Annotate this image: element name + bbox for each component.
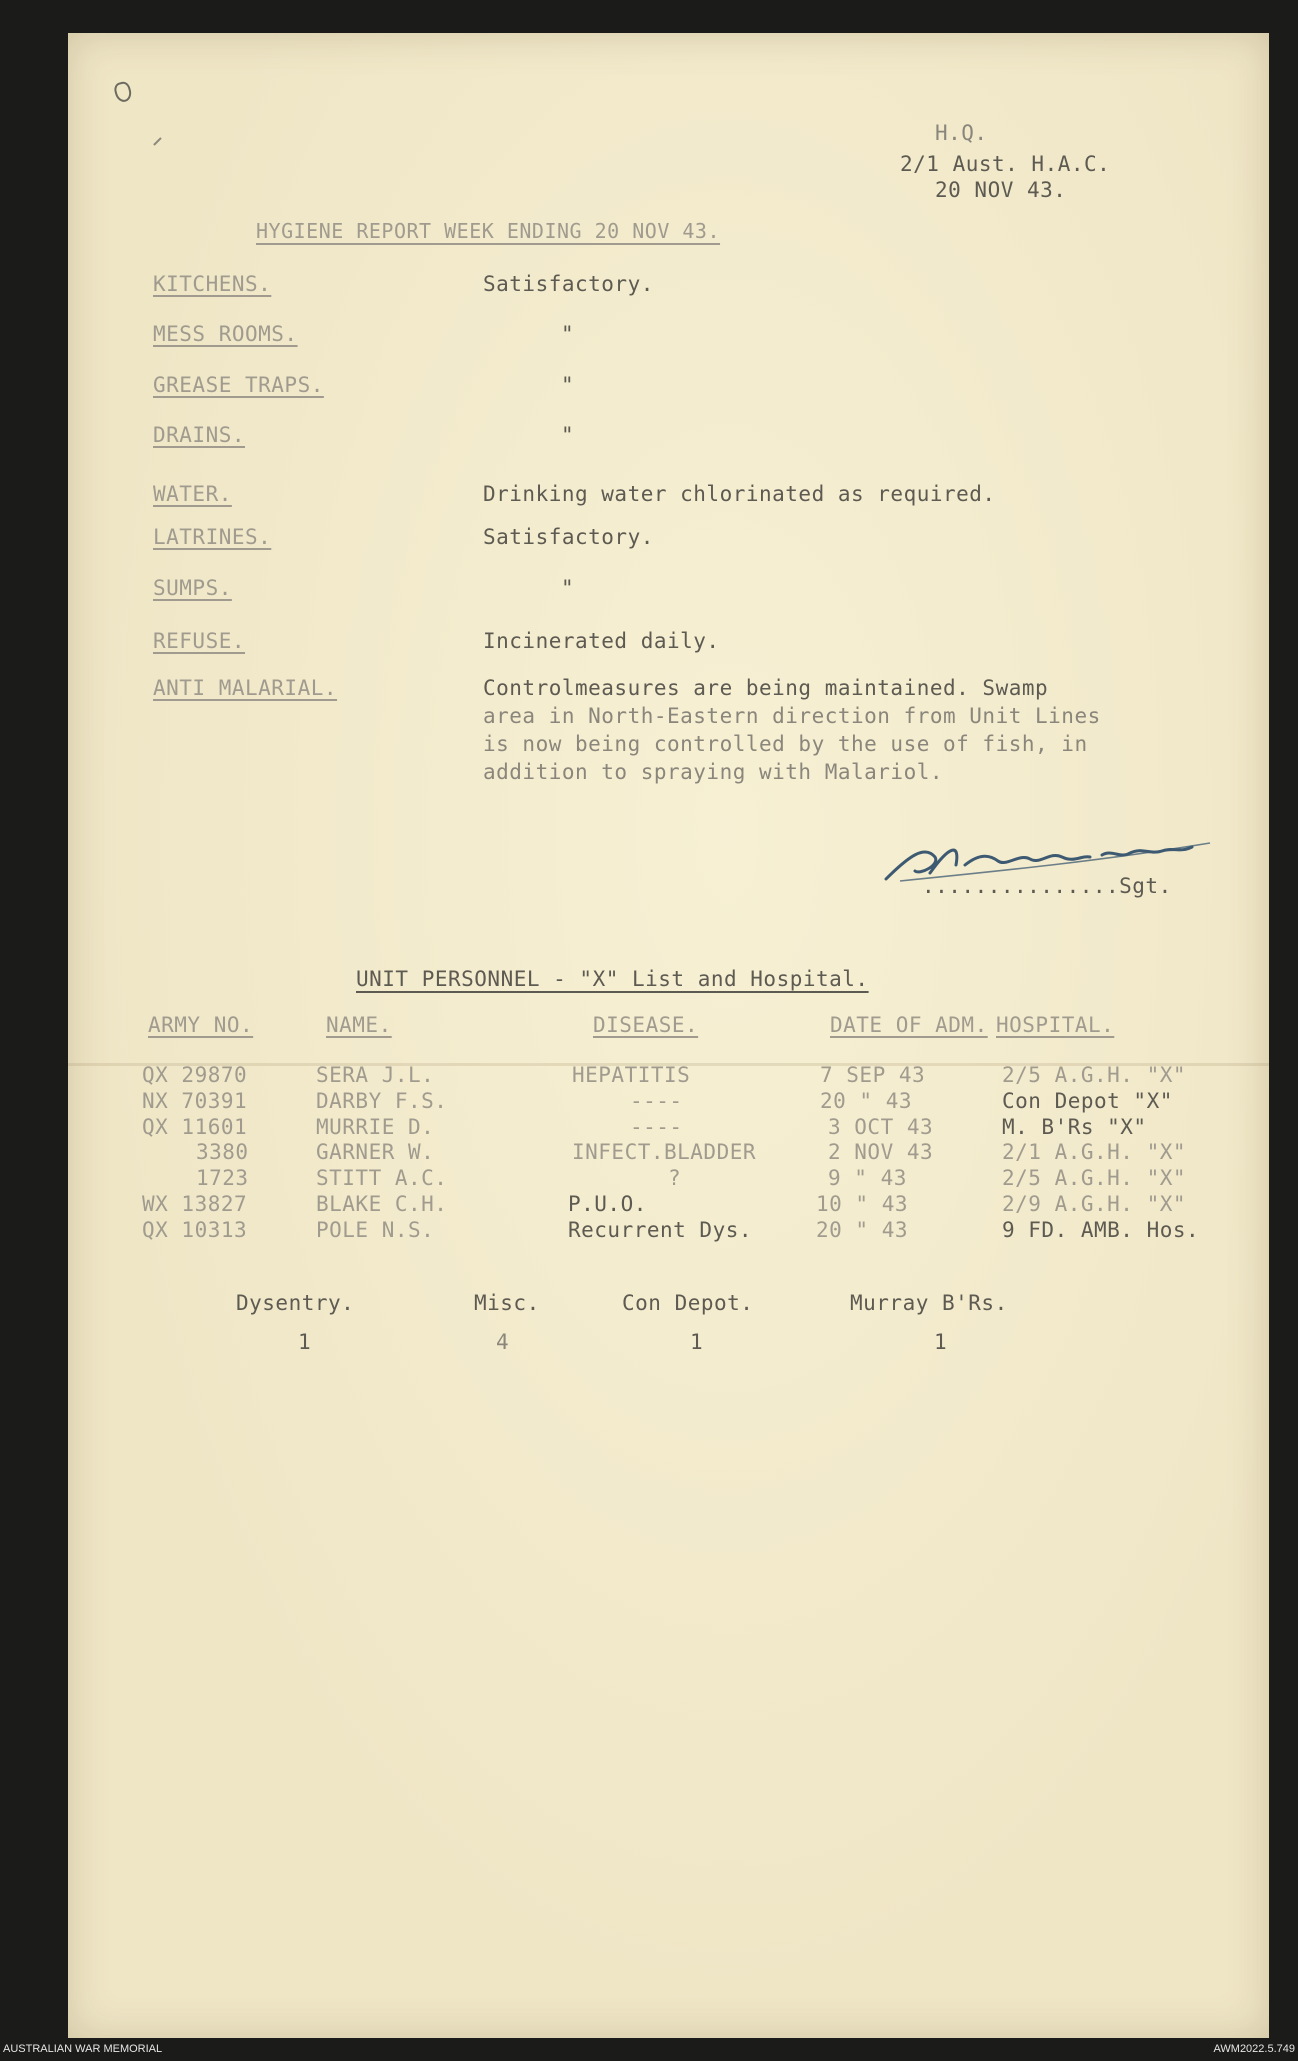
cell-name: SERA J.L.: [316, 1063, 435, 1087]
summary-value: 1: [298, 1330, 312, 1354]
hygiene-label: WATER.: [153, 482, 232, 506]
signature-line: ...............Sgt.: [922, 874, 1172, 898]
cell-hospital: 2/9 A.G.H. "X": [1002, 1192, 1187, 1216]
cell-disease: Recurrent Dys.: [568, 1218, 753, 1242]
footer-left: AUSTRALIAN WAR MEMORIAL: [3, 2043, 163, 2055]
cell-disease: ----: [630, 1115, 683, 1139]
cell-army-no: QX 29870: [142, 1063, 248, 1087]
anti-malarial-text: addition to spraying with Malariol.: [483, 760, 944, 784]
hygiene-status: Controlmeasures are being maintained. Swamp: [483, 676, 1049, 700]
summary-value: 1: [690, 1330, 704, 1354]
hygiene-label: KITCHENS.: [153, 272, 272, 296]
cell-name: POLE N.S.: [316, 1218, 435, 1242]
hygiene-label: ANTI MALARIAL.: [153, 676, 338, 700]
cell-name: DARBY F.S.: [316, 1089, 448, 1113]
hygiene-status: Incinerated daily.: [483, 629, 720, 653]
cell-army-no: 1723: [196, 1166, 249, 1190]
summary-header: Misc.: [474, 1291, 540, 1315]
hygiene-label: LATRINES.: [153, 525, 272, 549]
header-ref-line1: H.Q.: [935, 121, 988, 145]
cell-date: 3 OCT 43: [828, 1115, 934, 1139]
cell-hospital: Con Depot "X": [1002, 1089, 1173, 1113]
footer-right: AWM2022.5.749: [1213, 2043, 1295, 2055]
col-header-hospital: HOSPITAL.: [996, 1013, 1115, 1037]
report-title: HYGIENE REPORT WEEK ENDING 20 NOV 43.: [256, 219, 721, 243]
summary-header: Murray B'Rs.: [850, 1291, 1008, 1315]
hygiene-label: REFUSE.: [153, 629, 246, 653]
cell-date: 7 SEP 43: [820, 1063, 926, 1087]
cell-hospital: M. B'Rs "X": [1002, 1115, 1147, 1139]
cell-name: MURRIE D.: [316, 1115, 435, 1139]
hygiene-status: ": [561, 373, 575, 397]
col-header-name: NAME.: [326, 1013, 392, 1037]
cell-hospital: 2/5 A.G.H. "X": [1002, 1063, 1187, 1087]
cell-disease: INFECT.BLADDER: [572, 1140, 757, 1164]
col-header-army-no: ARMY NO.: [148, 1013, 254, 1037]
cell-disease: ----: [630, 1089, 683, 1113]
cell-hospital: 2/1 A.G.H. "X": [1002, 1140, 1187, 1164]
header-ref-line2: 2/1 Aust. H.A.C.: [900, 152, 1111, 176]
cell-date: 2 NOV 43: [828, 1140, 934, 1164]
hygiene-label: DRAINS.: [153, 423, 246, 447]
hygiene-status: ": [561, 423, 575, 447]
cell-army-no: 3380: [196, 1140, 249, 1164]
col-header-date: DATE OF ADM.: [830, 1013, 988, 1037]
cell-army-no: QX 11601: [142, 1115, 248, 1139]
cell-hospital: 2/5 A.G.H. "X": [1002, 1166, 1187, 1190]
cell-disease: ?: [668, 1166, 682, 1190]
summary-header: Dysentry.: [236, 1291, 355, 1315]
hygiene-status: ": [561, 322, 575, 346]
cell-date: 20 " 43: [816, 1218, 909, 1242]
hygiene-status: Satisfactory.: [483, 525, 654, 549]
summary-header: Con Depot.: [622, 1291, 754, 1315]
anti-malarial-text: area in North-Eastern direction from Unit Lines: [483, 704, 1101, 728]
summary-value: 1: [934, 1330, 948, 1354]
hygiene-status: ": [561, 576, 575, 600]
hygiene-label: GREASE TRAPS.: [153, 373, 324, 397]
personnel-title: UNIT PERSONNEL - "X" List and Hospital.: [356, 967, 869, 991]
cell-name: GARNER W.: [316, 1140, 435, 1164]
hygiene-status: Drinking water chlorinated as required.: [483, 482, 996, 506]
cell-date: 20 " 43: [820, 1089, 913, 1113]
anti-malarial-text: is now being controlled by the use of fish, in: [483, 732, 1088, 756]
cell-date: 9 " 43: [828, 1166, 907, 1190]
cell-army-no: QX 10313: [142, 1218, 248, 1242]
cell-army-no: WX 13827: [142, 1192, 248, 1216]
col-header-disease: DISEASE.: [593, 1013, 699, 1037]
hygiene-label: SUMPS.: [153, 576, 232, 600]
cell-disease: P.U.O.: [568, 1192, 647, 1216]
hygiene-label: MESS ROOMS.: [153, 322, 298, 346]
cell-disease: HEPATITIS: [572, 1063, 691, 1087]
cell-hospital: 9 FD. AMB. Hos.: [1002, 1218, 1200, 1242]
hygiene-status: Satisfactory.: [483, 272, 654, 296]
header-ref-line3: 20 NOV 43.: [935, 178, 1067, 202]
cell-army-no: NX 70391: [142, 1089, 248, 1113]
summary-value: 4: [496, 1330, 510, 1354]
cell-name: STITT A.C.: [316, 1166, 448, 1190]
cell-name: BLAKE C.H.: [316, 1192, 448, 1216]
cell-date: 10 " 43: [816, 1192, 909, 1216]
